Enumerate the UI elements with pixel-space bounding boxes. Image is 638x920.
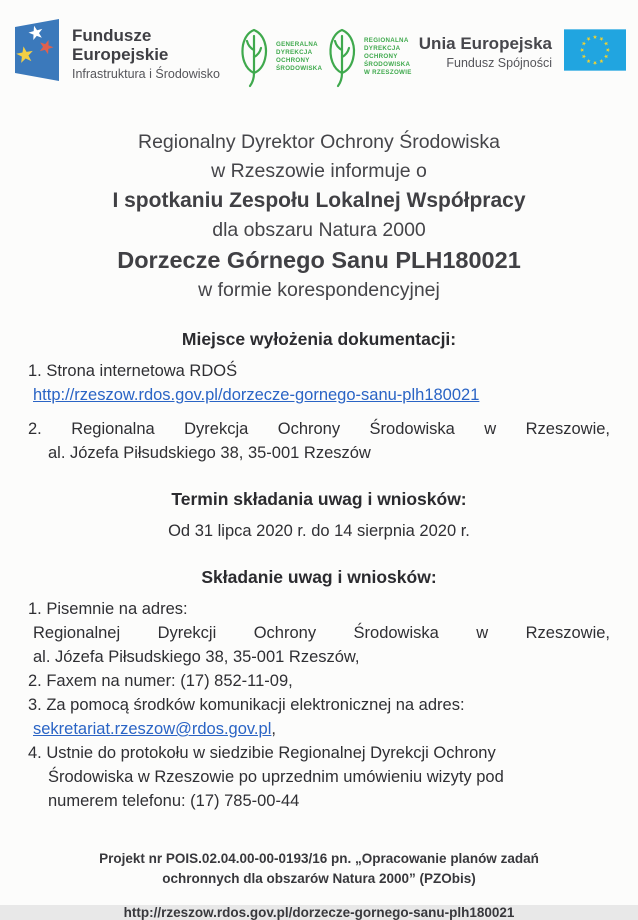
gdos-leaf-icon: [238, 26, 338, 88]
submission-item-3-link-line: [28, 717, 610, 741]
rdos-logo-text-line5: W RZESZOWIE: [364, 69, 412, 76]
fe-logo-subtitle: Infrastruktura i Środowisko: [72, 67, 220, 81]
doc-item-1: 1. Strona internetowa RDOŚ: [28, 362, 238, 380]
rdos-documentation-link[interactable]: http://rzeszow.rdos.gov.pl/dorzecze-gornego-sanu-plh180021: [33, 386, 480, 404]
project-info-line-2: ochronnych dla obszarów Natura 2000” (PZObis): [162, 871, 476, 886]
gdos-logo-text-line3: OCHRONY: [276, 57, 310, 64]
section-heading-submission: Składanie uwag i wniosków:: [201, 567, 437, 587]
title-line-6: w formie korespondencyjnej: [198, 279, 440, 301]
section-heading-deadline: Termin składania uwag i wniosków:: [171, 489, 467, 509]
submission-item-4-line-2: Środowiska w Rzeszowie po uprzednim umówieniu wizyty pod: [48, 768, 504, 786]
submission-item-1: 1. Pisemnie na adres:: [28, 600, 188, 618]
doc-item-1-link-line: [28, 383, 610, 407]
submission-item-1-line-3: al. Józefa Piłsudskiego 38, 35-001 Rzeszów,: [33, 648, 360, 666]
footer-url: http://rzeszow.rdos.gov.pl/dorzecze-gornego-sanu-plh180021: [123, 905, 515, 920]
fe-logo-title-line2: Europejskie: [72, 45, 169, 64]
fundusze-europejskie-logo: [12, 18, 220, 82]
section-heading-documentation: Miejsce wyłożenia dokumentacji:: [181, 329, 457, 349]
eu-logo-text: [419, 26, 552, 70]
title-line-4: dla obszaru Natura 2000: [212, 219, 426, 241]
submission-item-4-line-3: numerem telefonu: (17) 785-00-44: [48, 792, 300, 810]
title-line-2: w Rzeszowie informuje o: [211, 160, 427, 182]
rdos-logo-text-line2: DYREKCJA: [364, 45, 401, 52]
fe-logo-text: [72, 18, 220, 81]
gdos-logo-text-line1: GENERALNA: [276, 41, 318, 48]
document-body: [0, 329, 638, 813]
rdos-leaf-icon: [326, 26, 426, 88]
unia-europejska-logo: [419, 26, 626, 72]
gdos-logo: [238, 26, 338, 93]
doc-item-2-line-2: al. Józefa Piłsudskiego 38, 35-001 Rzeszów: [48, 444, 371, 462]
title-line-3: I spotkaniu Zespołu Lokalnej Współpracy: [112, 189, 526, 212]
submission-item-2: 2. Faxem na numer: (17) 852-11-09,: [28, 672, 293, 690]
email-link-suffix: ,: [271, 720, 276, 738]
rdos-logo-text-line4: ŚRODOWISKA: [364, 61, 411, 68]
rdos-email-link[interactable]: sekretariat.rzeszow@rdos.gov.pl: [33, 720, 272, 738]
eu-logo-subtitle: Fundusz Spójności: [446, 56, 552, 70]
gdos-logo-text-line4: ŚRODOWISKA: [276, 65, 323, 72]
title-line-5: Dorzecze Górnego Sanu PLH180021: [117, 247, 521, 273]
eu-flag-icon: [564, 28, 626, 72]
deadline-dates: Od 31 lipca 2020 r. do 14 sierpnia 2020 r.: [168, 522, 470, 540]
submission-item-3: 3. Za pomocą środków komunikacji elektronicznej na adres:: [28, 696, 465, 714]
announcement-title: [0, 128, 638, 305]
eu-logo-title: Unia Europejska: [418, 34, 552, 53]
submission-item-1-line-2: Regionalnej Dyrekcji Ochrony Środowiska w Rzeszowie,: [33, 624, 610, 642]
fe-logo-title-line1: Fundusze: [72, 26, 152, 45]
rdos-logo-text-line1: REGIONALNA: [364, 37, 409, 44]
fe-flag-icon: [12, 18, 62, 82]
doc-item-2-line-1: 2. Regionalna Dyrekcja Ochrony Środowiska w Rzeszowie,: [28, 420, 610, 438]
rdos-logo: [326, 26, 426, 93]
rdos-logo-text-line3: OCHRONY: [364, 53, 398, 60]
project-info-line-1: Projekt nr POIS.02.04.00-00-0193/16 pn. „Opracowanie planów zadań: [99, 851, 539, 866]
logo-strip: [0, 0, 638, 104]
title-line-1: Regionalny Dyrektor Ochrony Środowiska: [138, 131, 500, 153]
gdos-logo-text-line2: DYREKCJA: [276, 49, 313, 56]
document-footer: [0, 849, 638, 920]
submission-item-4-line-1: 4. Ustnie do protokołu w siedzibie Regionalnej Dyrekcji Ochrony: [28, 744, 496, 762]
